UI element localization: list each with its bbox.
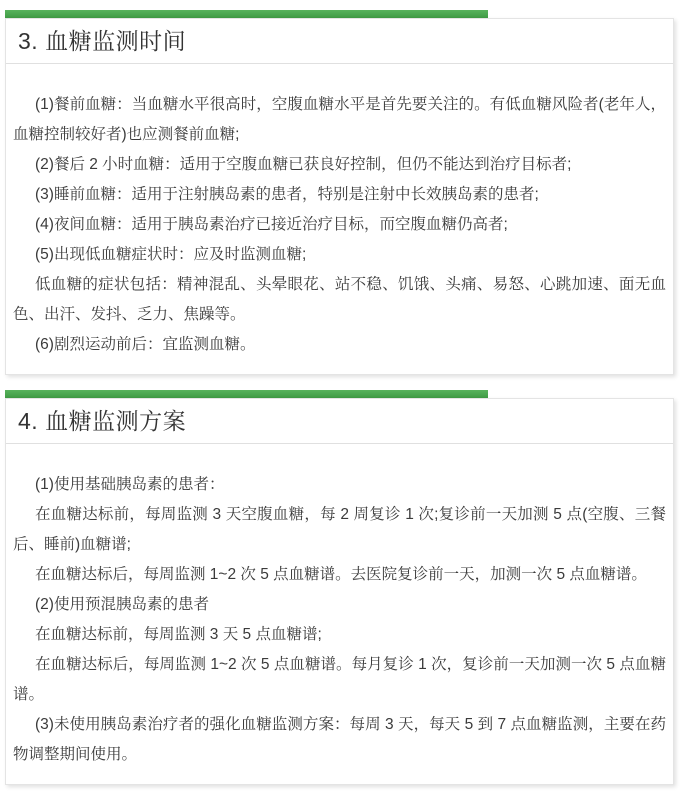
paragraph: 在血糖达标后，每周监测 1~2 次 5 点血糖谱。每月复诊 1 次，复诊前一天加测一次 5 点血糖谱。: [13, 656, 666, 703]
paragraph: (1)使用基础胰岛素的患者：: [35, 476, 225, 493]
paragraph: (1)餐前血糖：当血糖水平很高时，空腹血糖水平是首先要关注的。有低血糖风险者(老年人，血糖控制较好者)也应测餐前血糖;: [13, 96, 666, 143]
paragraph: 低血糖的症状包括：精神混乱、头晕眼花、站不稳、饥饿、头痛、易怒、心跳加速、面无血色、出汗、发抖、乏力、焦躁等。: [13, 276, 666, 323]
paragraph: (4)夜间血糖：适用于胰岛素治疗已接近治疗目标，而空腹血糖仍高者;: [35, 216, 508, 233]
paragraph: (2)餐后 2 小时血糖：适用于空腹血糖已获良好控制，但仍不能达到治疗目标者;: [35, 156, 572, 173]
paragraph: (6)剧烈运动前后：宜监测血糖。: [35, 336, 256, 353]
section-title: 4. 血糖监测方案: [6, 399, 673, 444]
green-accent-bar: [5, 10, 488, 18]
section-body: [6, 64, 673, 374]
paragraph: (3)未使用胰岛素治疗者的强化血糖监测方案：每周 3 天，每天 5 到 7 点血糖监测，主要在药物调整期间使用。: [13, 716, 666, 763]
paragraph: 在血糖达标后，每周监测 1~2 次 5 点血糖谱。去医院复诊前一天，加测一次 5 点血糖谱。: [35, 566, 647, 583]
monitoring-time-card: [5, 18, 674, 375]
section-glucose-monitoring-time: [5, 10, 674, 375]
paragraph: 在血糖达标前，每周监测 3 天 5 点血糖谱;: [35, 626, 322, 643]
green-accent-bar: [5, 390, 488, 398]
paragraph: 在血糖达标前，每周监测 3 天空腹血糖，每 2 周复诊 1 次;复诊前一天加测 5 点(空腹、三餐后、睡前)血糖谱;: [13, 506, 666, 553]
paragraph: (5)出现低血糖症状时：应及时监测血糖;: [35, 246, 307, 263]
section-title: 3. 血糖监测时间: [6, 19, 673, 64]
paragraph: (2)使用预混胰岛素的患者: [35, 596, 209, 613]
section-body: [6, 444, 673, 784]
monitoring-plan-card: [5, 398, 674, 785]
paragraph: (3)睡前血糖：适用于注射胰岛素的患者，特别是注射中长效胰岛素的患者;: [35, 186, 539, 203]
section-glucose-monitoring-plan: [5, 390, 674, 785]
